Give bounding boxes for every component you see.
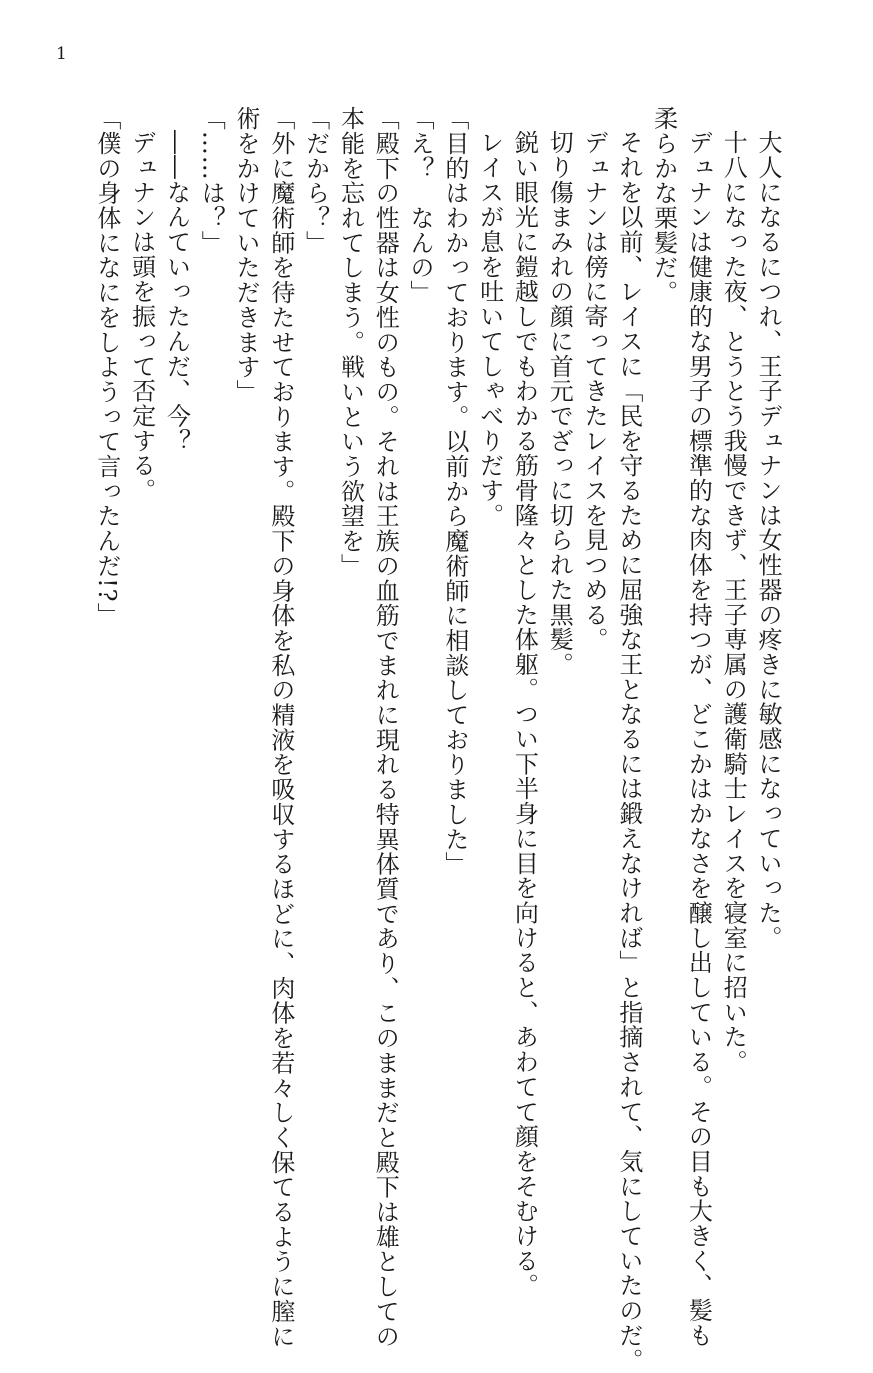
text-line: レイスが息を吐いてしゃべりだす。 [475,130,504,528]
text-line: 十八になった夜、とうとう我慢できず、王子専属の護衛騎士レイスを寝室に招いた。 [719,130,748,1075]
text-line: それを以前、レイスに「民を守るために屈強な王となるには鍛えなければ」と指摘されて、気にしていたのだ。 [614,130,643,1373]
text-line: 鋭い眼光に鎧越しでもわかる筋骨隆々とした体躯。つい下半身に目を向けると、あわてて顔をそむける。 [510,130,539,1298]
text-line: 「殿下の性器は女性のもの。それは王族の血筋でまれに現れる特異体質であり、このままだと殿下は雄としての [371,106,400,1349]
text-line: デュナンは傍に寄ってきたレイスを見つめる。 [580,130,609,652]
text-line: デュナンは健康的な男子の標準的な肉体を持つが、どこかはかなさを醸し出している。その目も大きく、髪も [684,130,713,1348]
page-number: 1 [56,44,67,64]
text-line: 切り傷まみれの顔に首元でざっに切られた黒髪。 [545,130,574,677]
text-line: ――なんていったんだ、今？ [162,130,191,454]
text-line: 「だから？」 [301,106,330,256]
text-line: 柔らかな栗髪だ。 [649,106,678,305]
text-line: 術をかけていただきます」 [232,106,261,405]
text-line: 本能を忘れてしまう。戦いという欲望を」 [336,106,365,579]
text-line: デュナンは頭を振って否定する。 [127,130,156,503]
novel-body-text [89,106,785,1373]
text-line: 「目的はわかっております。以前から魔術師に相談しておりました」 [440,106,469,877]
text-line: 「外に魔術師を待たせております。殿下の身体を私の精液を吸収するほどに、肉体を若々しく保てるように膣に [266,106,295,1349]
text-line: 「え？ なんの」 [406,106,435,305]
text-line: 大人になるにつれ、王子デュナンは女性器の疼きに敏感になっていった。 [754,130,782,951]
text-line: 「僕の身体になにをしようって言ったんだ!?」 [92,106,121,628]
text-line: 「……は？」 [197,106,226,256]
